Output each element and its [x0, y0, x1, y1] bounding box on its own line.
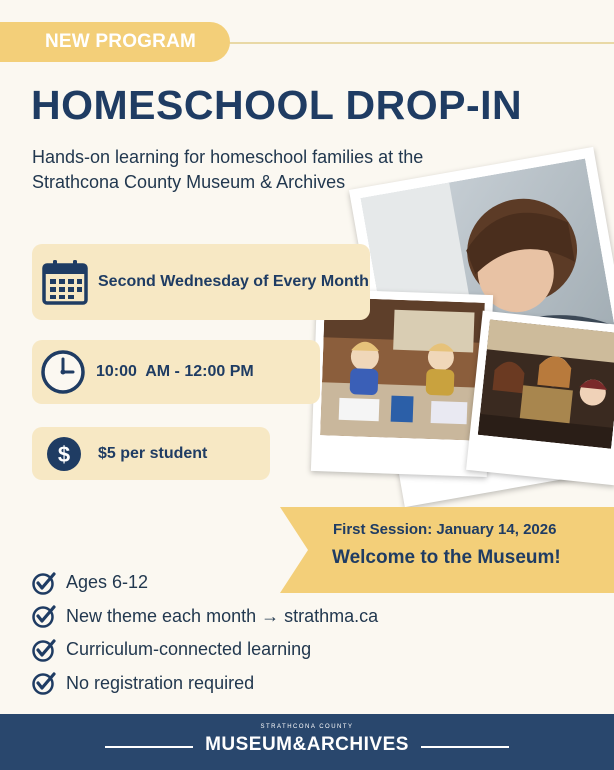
museum-logo: MUSEUM&ARCHIVES: [205, 734, 409, 755]
first-session-text: First Session: January 14, 2026: [333, 521, 557, 538]
checklist-text: Curriculum-connected learning: [66, 639, 312, 660]
subtitle-line-1: Hands-on learning for homeschool families at the: [32, 147, 424, 167]
list-item: [32, 633, 378, 667]
cost-pill: [32, 427, 270, 480]
checkmark-icon: [32, 638, 56, 662]
calendar-icon: [40, 257, 90, 307]
cost-text: $5 per student: [98, 444, 208, 462]
welcome-text: Welcome to the Museum!: [332, 547, 561, 568]
list-item: [32, 600, 378, 634]
schedule-pill: [32, 244, 370, 320]
feature-checklist: [32, 566, 378, 700]
checkmark-icon: [32, 671, 56, 695]
checklist-text: No registration required: [66, 672, 255, 693]
checkmark-icon: [32, 604, 56, 628]
schedule-text: Second Wednesday of Every Month: [98, 273, 369, 290]
list-item: [32, 667, 378, 701]
dollar-icon: [46, 436, 82, 472]
time-text: 10:00 AM - 12:00 PM: [96, 363, 254, 380]
list-item: [32, 566, 378, 600]
footer-small-text: STRATHCONA COUNTY: [260, 724, 354, 730]
photo-kids-artifact: [466, 311, 614, 486]
page-title: HOMESCHOOL DROP-IN: [31, 82, 523, 128]
time-pill: [32, 340, 320, 404]
checklist-text: New theme each month → strathma.ca: [66, 605, 379, 626]
footer-bar: [0, 714, 614, 770]
new-program-badge: NEW PROGRAM: [0, 22, 230, 62]
svg-text:$: $: [57, 441, 71, 467]
checklist-text: Ages 6-12: [66, 572, 149, 593]
header-divider: [220, 42, 614, 44]
checkmark-icon: [32, 571, 56, 595]
subtitle-line-2: Strathcona County Museum & Archives: [32, 172, 346, 192]
clock-icon: [40, 349, 86, 395]
